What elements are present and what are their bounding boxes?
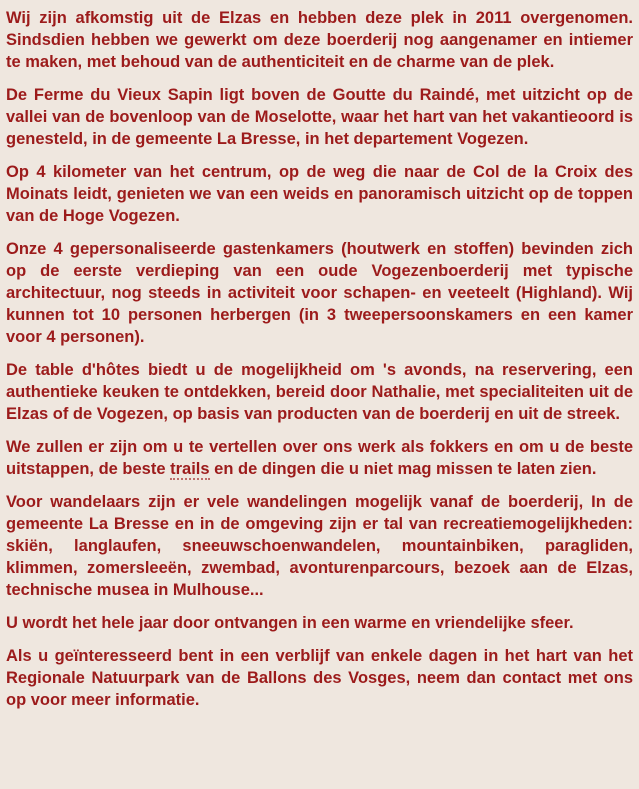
paragraph-ferme-location: De Ferme du Vieux Sapin ligt boven de Goutte du Raindé, met uitzicht op de vallei van de bovenloop van de Moselotte, waar het hart van het vakantieoord is genesteld, in de gemeente La Bresse, in het departement Vogezen. — [6, 86, 633, 148]
trails-paragraph-before: We zullen er zijn om u te vertellen over ons werk als fokkers en om u de beste uitstappen, de beste — [6, 438, 633, 478]
paragraph-breeders-tips — [6, 436, 633, 480]
paragraph-origin-elzas: Wij zijn afkomstig uit de Elzas en hebben deze plek in 2011 overgenomen. Sindsdien hebben we gewerkt om deze boerderij nog aangenamer en intiemer te maken, met behoud van de authenticiteit en de charme van de plek. — [6, 9, 633, 71]
paragraph-table-dhotes: De table d'hôtes biedt u de mogelijkheid om 's avonds, na reservering, een authentieke keuken te ontdekken, bereid door Nathalie, met specialiteiten uit de Elzas of de Vogezen, op basis van producten van de boerderij en uit de streek. — [6, 361, 633, 423]
trails-term[interactable]: trails — [170, 460, 210, 478]
trails-paragraph-after: en de dingen die u niet mag missen te laten zien. — [209, 460, 597, 478]
paragraph-welcome-year-round: U wordt het hele jaar door ontvangen in een warme en vriendelijke sfeer. — [6, 614, 574, 632]
paragraph-distance-view: Op 4 kilometer van het centrum, op de weg die naar de Col de la Croix des Moinats leidt, genieten we van een weids en panoramisch uitzicht op de toppen van de Hoge Vogezen. — [6, 163, 633, 225]
paragraph-guest-rooms: Onze 4 gepersonaliseerde gastenkamers (houtwerk en stoffen) bevinden zich op de eerste verdieping van een oude Vogezenboerderij met typische architectuur, nog steeds in activiteit voor schapen- en veeteelt (Highland). Wij kunnen tot 10 personen herbergen (in 3 tweepersoonskamers en een kamer voor 4 personen). — [6, 240, 633, 346]
paragraph-contact: Als u geïnteresseerd bent in een verblijf van enkele dagen in het hart van het Regionale Natuurpark van de Ballons des Vosges, neem dan contact met ons op voor meer informatie. — [6, 647, 633, 709]
paragraph-recreation: Voor wandelaars zijn er vele wandelingen mogelijk vanaf de boerderij, In de gemeente La Bresse en in de omgeving zijn er tal van recreatiemogelijkheden: skiën, langlaufen, sneeuwschoenwandelen, mountainbiken, paragliden, klimmen, zomersleeën, zwembad, avonturenparcours, bezoek aan de Elzas, technische musea in Mulhouse... — [6, 493, 633, 599]
